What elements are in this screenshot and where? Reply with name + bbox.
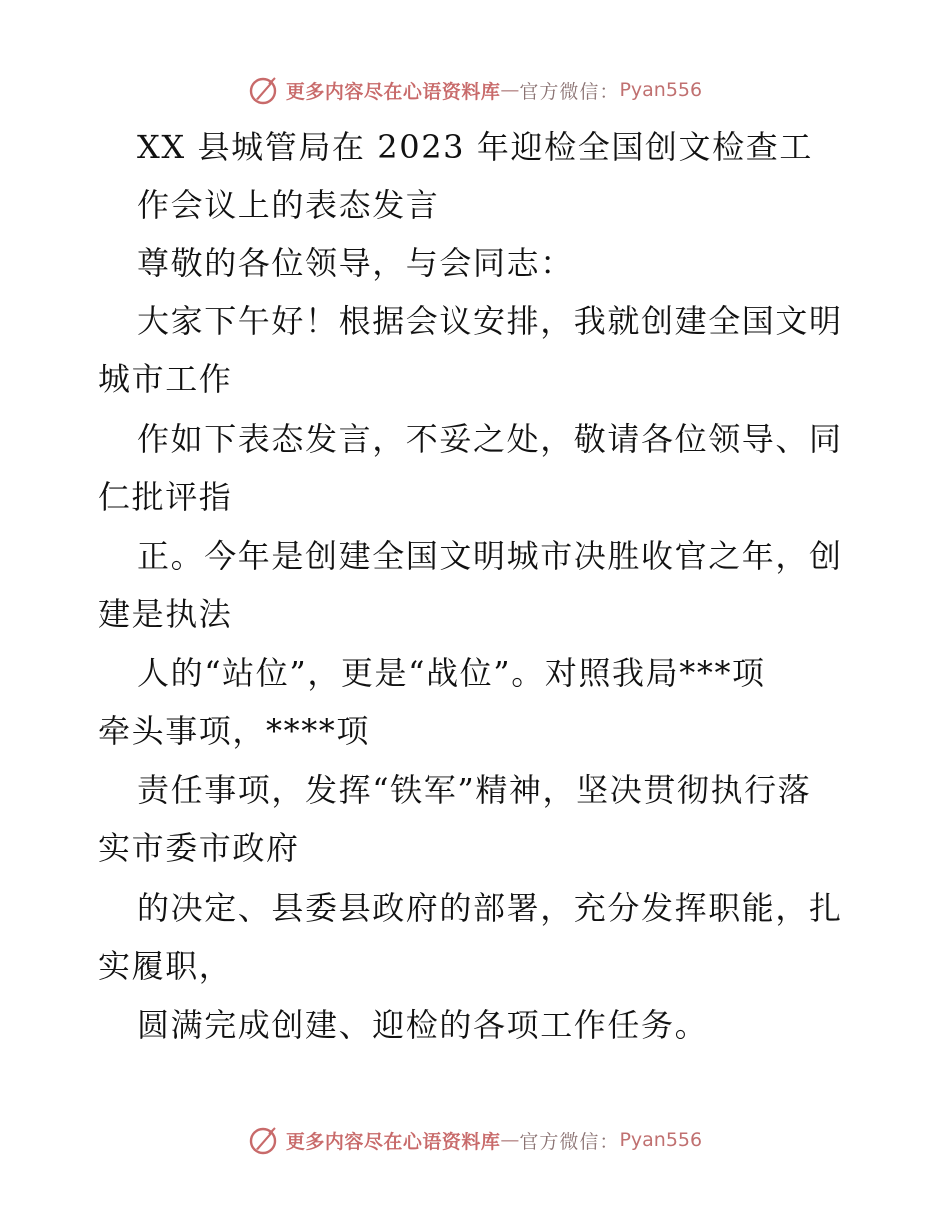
watermark-id: Pyan556	[619, 1129, 703, 1151]
paragraph-line: 牵头事项，****项	[98, 712, 371, 750]
header-watermark	[0, 70, 950, 110]
paragraph-line: 作如下表态发言，不妥之处，敬请各位领导、同	[137, 420, 843, 458]
watermark-id: Pyan556	[619, 79, 703, 101]
paragraph-line: 城市工作	[98, 360, 233, 398]
paragraph-line: 责任事项，发挥“铁军”精神，坚决贯彻执行落	[137, 771, 812, 809]
watermark-label: 官方微信：	[519, 80, 620, 103]
paragraph-line: 的决定、县委县政府的部署，充分发挥职能，扎	[137, 889, 843, 927]
paragraph-line: 人的“站位”，更是“战位”。对照我局***项	[137, 654, 766, 692]
paragraph-line: 圆满完成创建、迎检的各项工作任务。	[137, 1006, 709, 1044]
watermark-dash: —	[500, 1129, 520, 1151]
watermark-dash: —	[500, 79, 520, 101]
paragraph-line: 建是执法	[98, 595, 233, 633]
watermark-main-text: 更多内容尽在心语资料库	[285, 1130, 501, 1153]
document-salutation: 尊敬的各位领导，与会同志：	[137, 244, 574, 282]
watermark-label: 官方微信：	[519, 1130, 620, 1153]
paragraph-line: 实履职，	[98, 947, 233, 985]
watermark-main-text: 更多内容尽在心语资料库	[285, 80, 501, 103]
quill-pen-logo-icon	[248, 1124, 280, 1156]
footer-watermark	[0, 1120, 950, 1160]
paragraph-line: 正。今年是创建全国文明城市决胜收官之年，创	[137, 537, 843, 575]
document-title-line-2: 作会议上的表态发言	[137, 186, 440, 224]
paragraph-line: 实市委市政府	[98, 829, 300, 867]
quill-pen-logo-icon	[248, 74, 280, 106]
paragraph-line: 大家下午好！根据会议安排，我就创建全国文明	[137, 302, 843, 340]
document-title-line-1: XX 县城管局在 2023 年迎检全国创文检查工	[137, 128, 813, 166]
paragraph-line: 仁批评指	[98, 478, 233, 516]
